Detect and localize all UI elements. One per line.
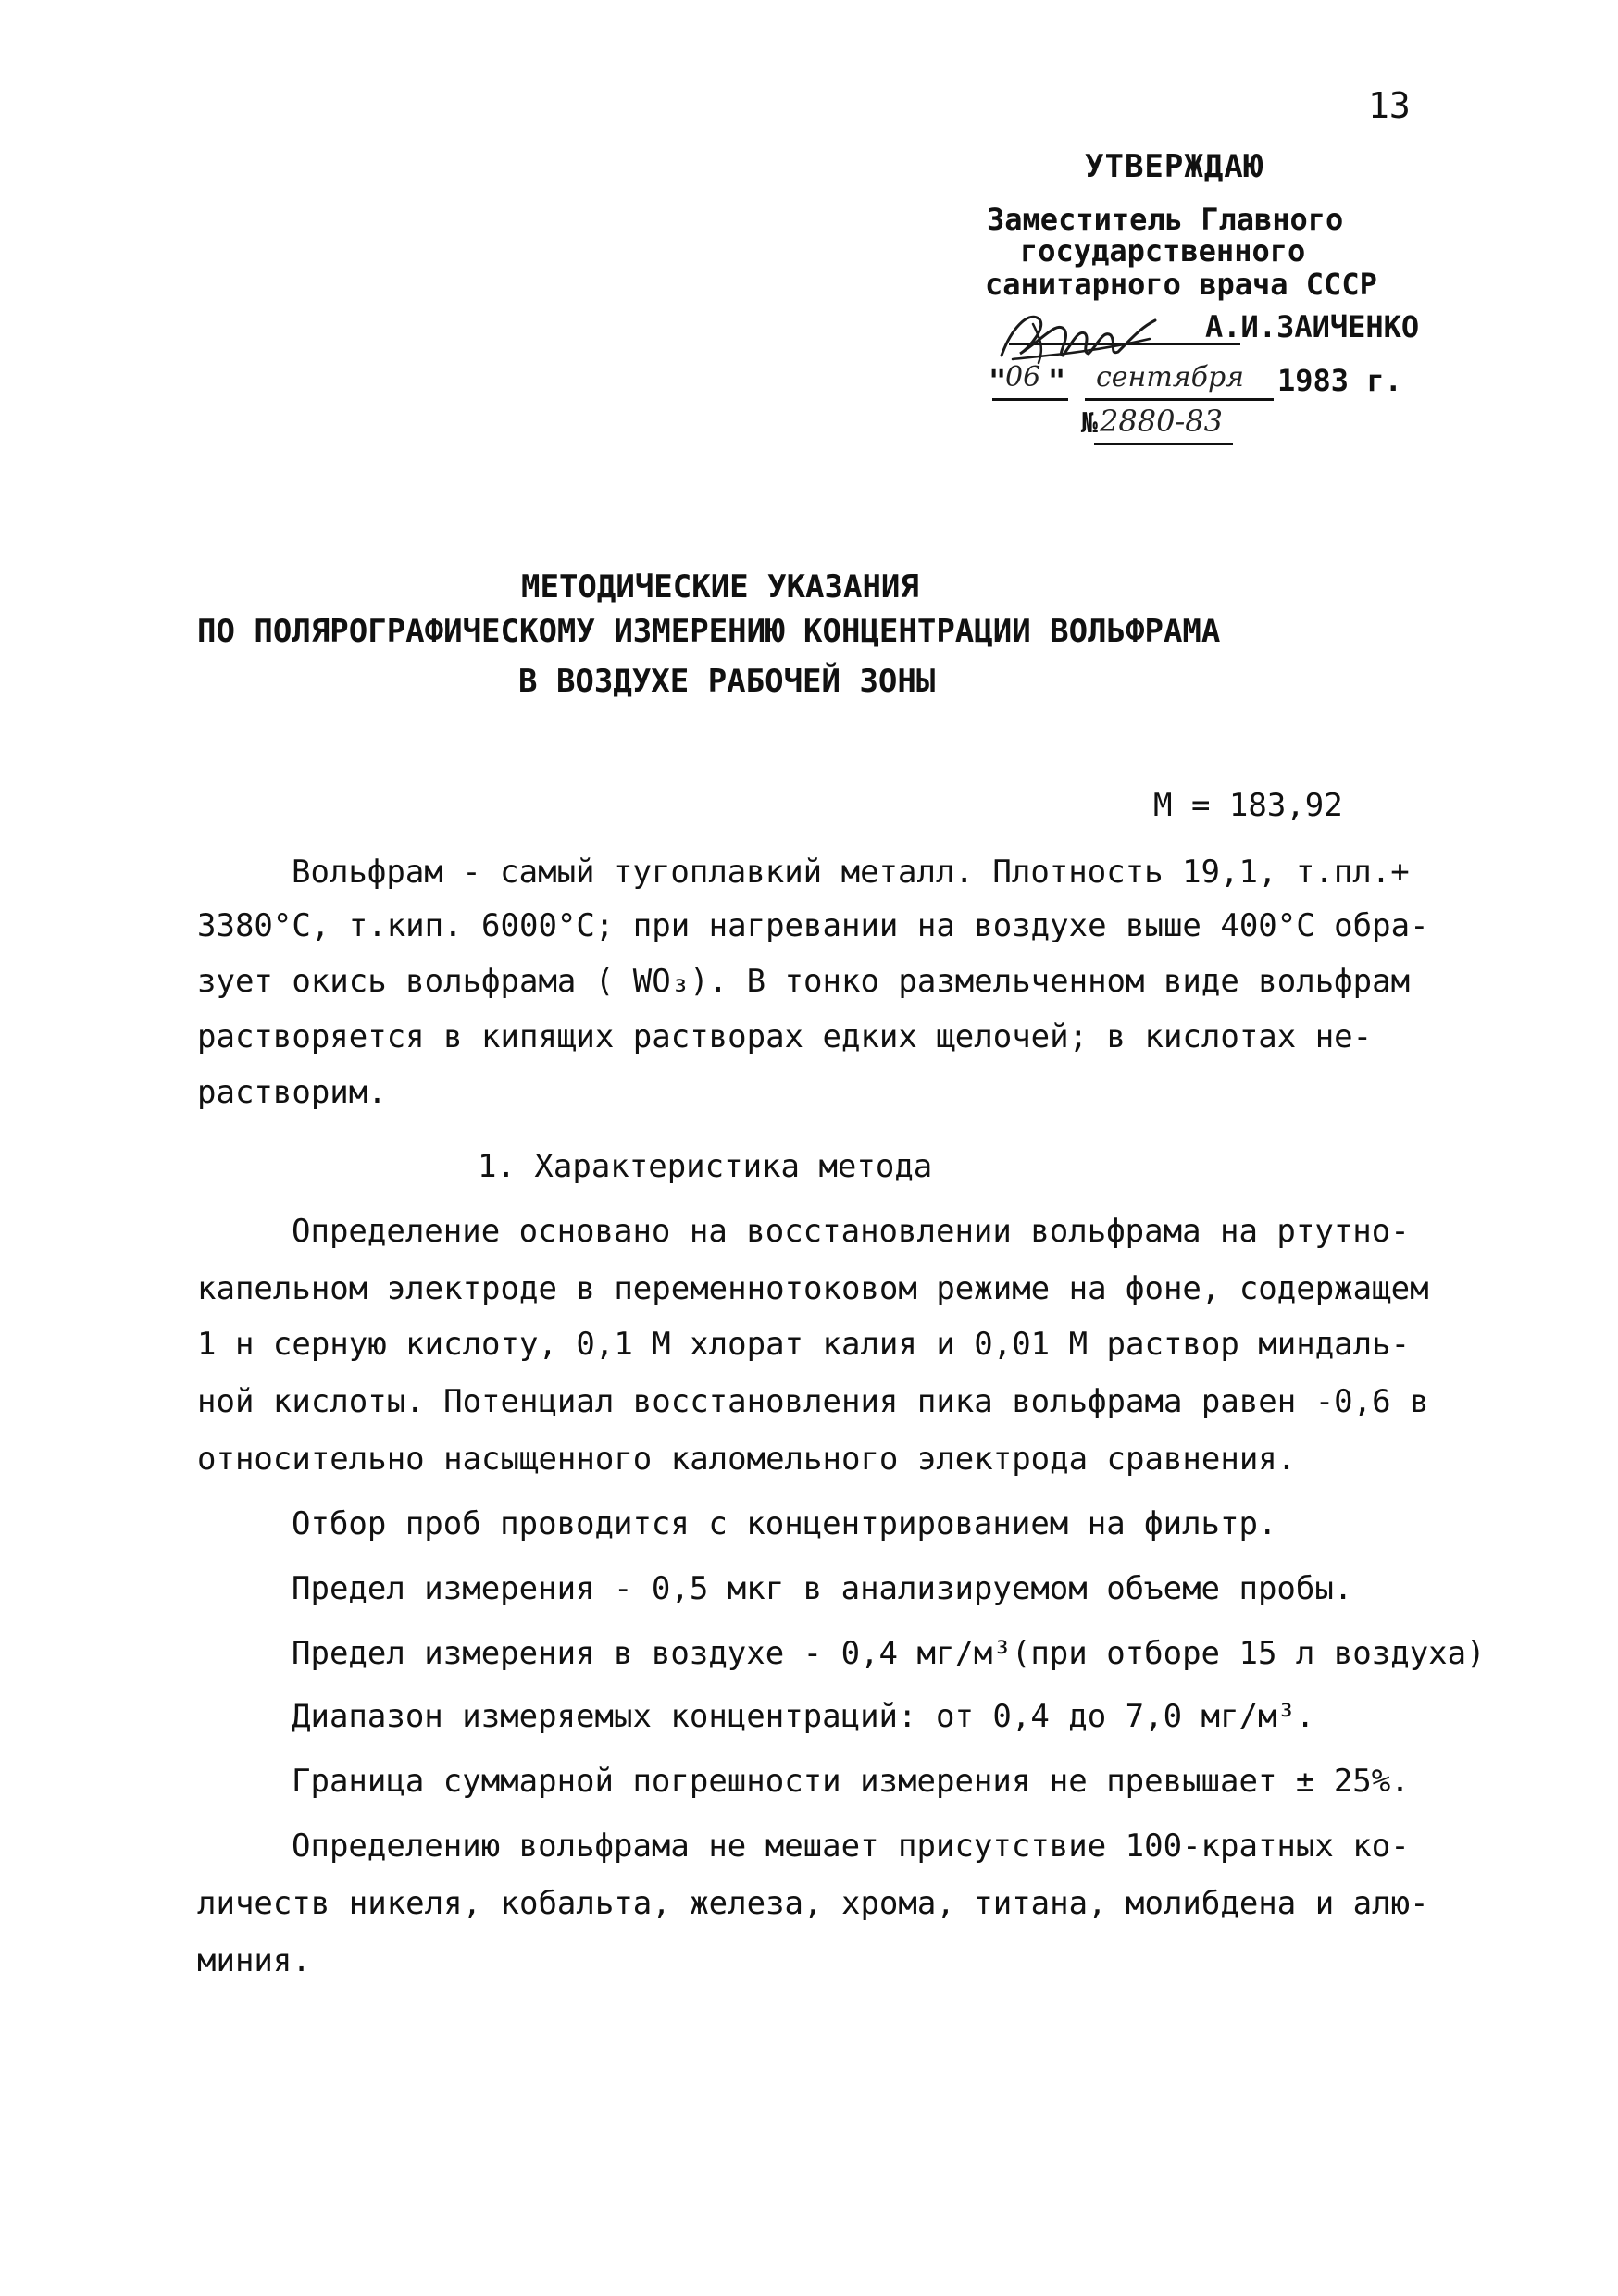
date-year: 1983 г.	[1277, 363, 1402, 398]
paragraph-line: растворяется в кипящих растворах едких щелочей; в кислотах не-	[197, 1018, 1373, 1055]
approval-position-line: государственного	[1020, 233, 1306, 268]
document-title-line: В ВОЗДУХЕ РАБОЧЕЙ ЗОНЫ	[518, 663, 936, 700]
paragraph-line: личеств никеля, кобальта, железа, хрома, титана, молибдена и алю-	[197, 1885, 1429, 1922]
registration-label: №	[1081, 407, 1099, 440]
approval-heading: УТВЕРЖДАЮ	[1085, 148, 1264, 185]
approver-name: А.И.ЗАИЧЕНКО	[1205, 309, 1420, 344]
paragraph-line: относительно насыщенного каломельного электрода сравнения.	[197, 1441, 1297, 1478]
paragraph-line: 1 н серную кислоту, 0,1 М хлорат калия и 0,01 М раствор миндаль-	[197, 1326, 1411, 1363]
date-day: 06	[1005, 361, 1041, 393]
paragraph-line: Определению вольфрама не мешает присутствие 100-кратных ко-	[292, 1828, 1410, 1865]
registration-underline	[1094, 443, 1233, 445]
handwritten-signature	[992, 302, 1168, 376]
specification-line: Граница суммарной погрешности измерения не превышает ± 25%.	[292, 1763, 1410, 1800]
paragraph-line: Определение основано на восстановлении вольфрама на ртутно-	[292, 1213, 1410, 1250]
approval-position-line: Заместитель Главного	[987, 202, 1344, 237]
paragraph-line: растворим.	[197, 1074, 387, 1111]
paragraph-line: ной кислоты. Потенциал восстановления пика вольфрама равен -0,6 в	[197, 1383, 1429, 1420]
molar-mass: М = 183,92	[1153, 787, 1343, 824]
date-quote-close: "	[1048, 363, 1066, 398]
specification-line: Отбор проб проводится с концентрированием на фильтр.	[292, 1505, 1277, 1542]
approval-position-line: санитарного врача СССР	[985, 267, 1377, 302]
paragraph-line: миния.	[197, 1942, 311, 1979]
paragraph-line: 3380°С, т.кип. 6000°С; при нагревании на воздухе выше 400°С обра-	[197, 907, 1429, 944]
section-heading: 1. Характеристика метода	[478, 1148, 933, 1185]
specification-line: Диапазон измеряемых концентраций: от 0,4 до 7,0 мг/м³.	[292, 1698, 1315, 1735]
specification-line: Предел измерения - 0,5 мкг в анализируемом объеме пробы.	[292, 1570, 1353, 1607]
date-day-underline	[992, 398, 1068, 401]
registration-number: 2880-83	[1100, 404, 1223, 439]
specification-line: Предел измерения в воздухе - 0,4 мг/м³(при отборе 15 л воздуха)	[292, 1635, 1486, 1672]
document-title-line: МЕТОДИЧЕСКИЕ УКАЗАНИЯ	[521, 568, 919, 605]
page-number: 13	[1368, 85, 1411, 126]
paragraph-line: зует окись вольфрама ( WO₃). В тонко размельченном виде вольфрам	[197, 963, 1411, 1000]
paragraph-line: капельном электроде в переменнотоковом режиме на фоне, содержащем	[197, 1270, 1429, 1307]
date-month-underline	[1085, 398, 1274, 401]
document-title-line: ПО ПОЛЯРОГРАФИЧЕСКОМУ ИЗМЕРЕНИЮ КОНЦЕНТРАЦИИ ВОЛЬФРАМА	[197, 613, 1221, 650]
date-month: сентября	[1096, 361, 1245, 393]
date-quote-open: "	[989, 363, 1007, 398]
paragraph-line: Вольфрам - самый тугоплавкий металл. Плотность 19,1, т.пл.+	[292, 854, 1410, 891]
